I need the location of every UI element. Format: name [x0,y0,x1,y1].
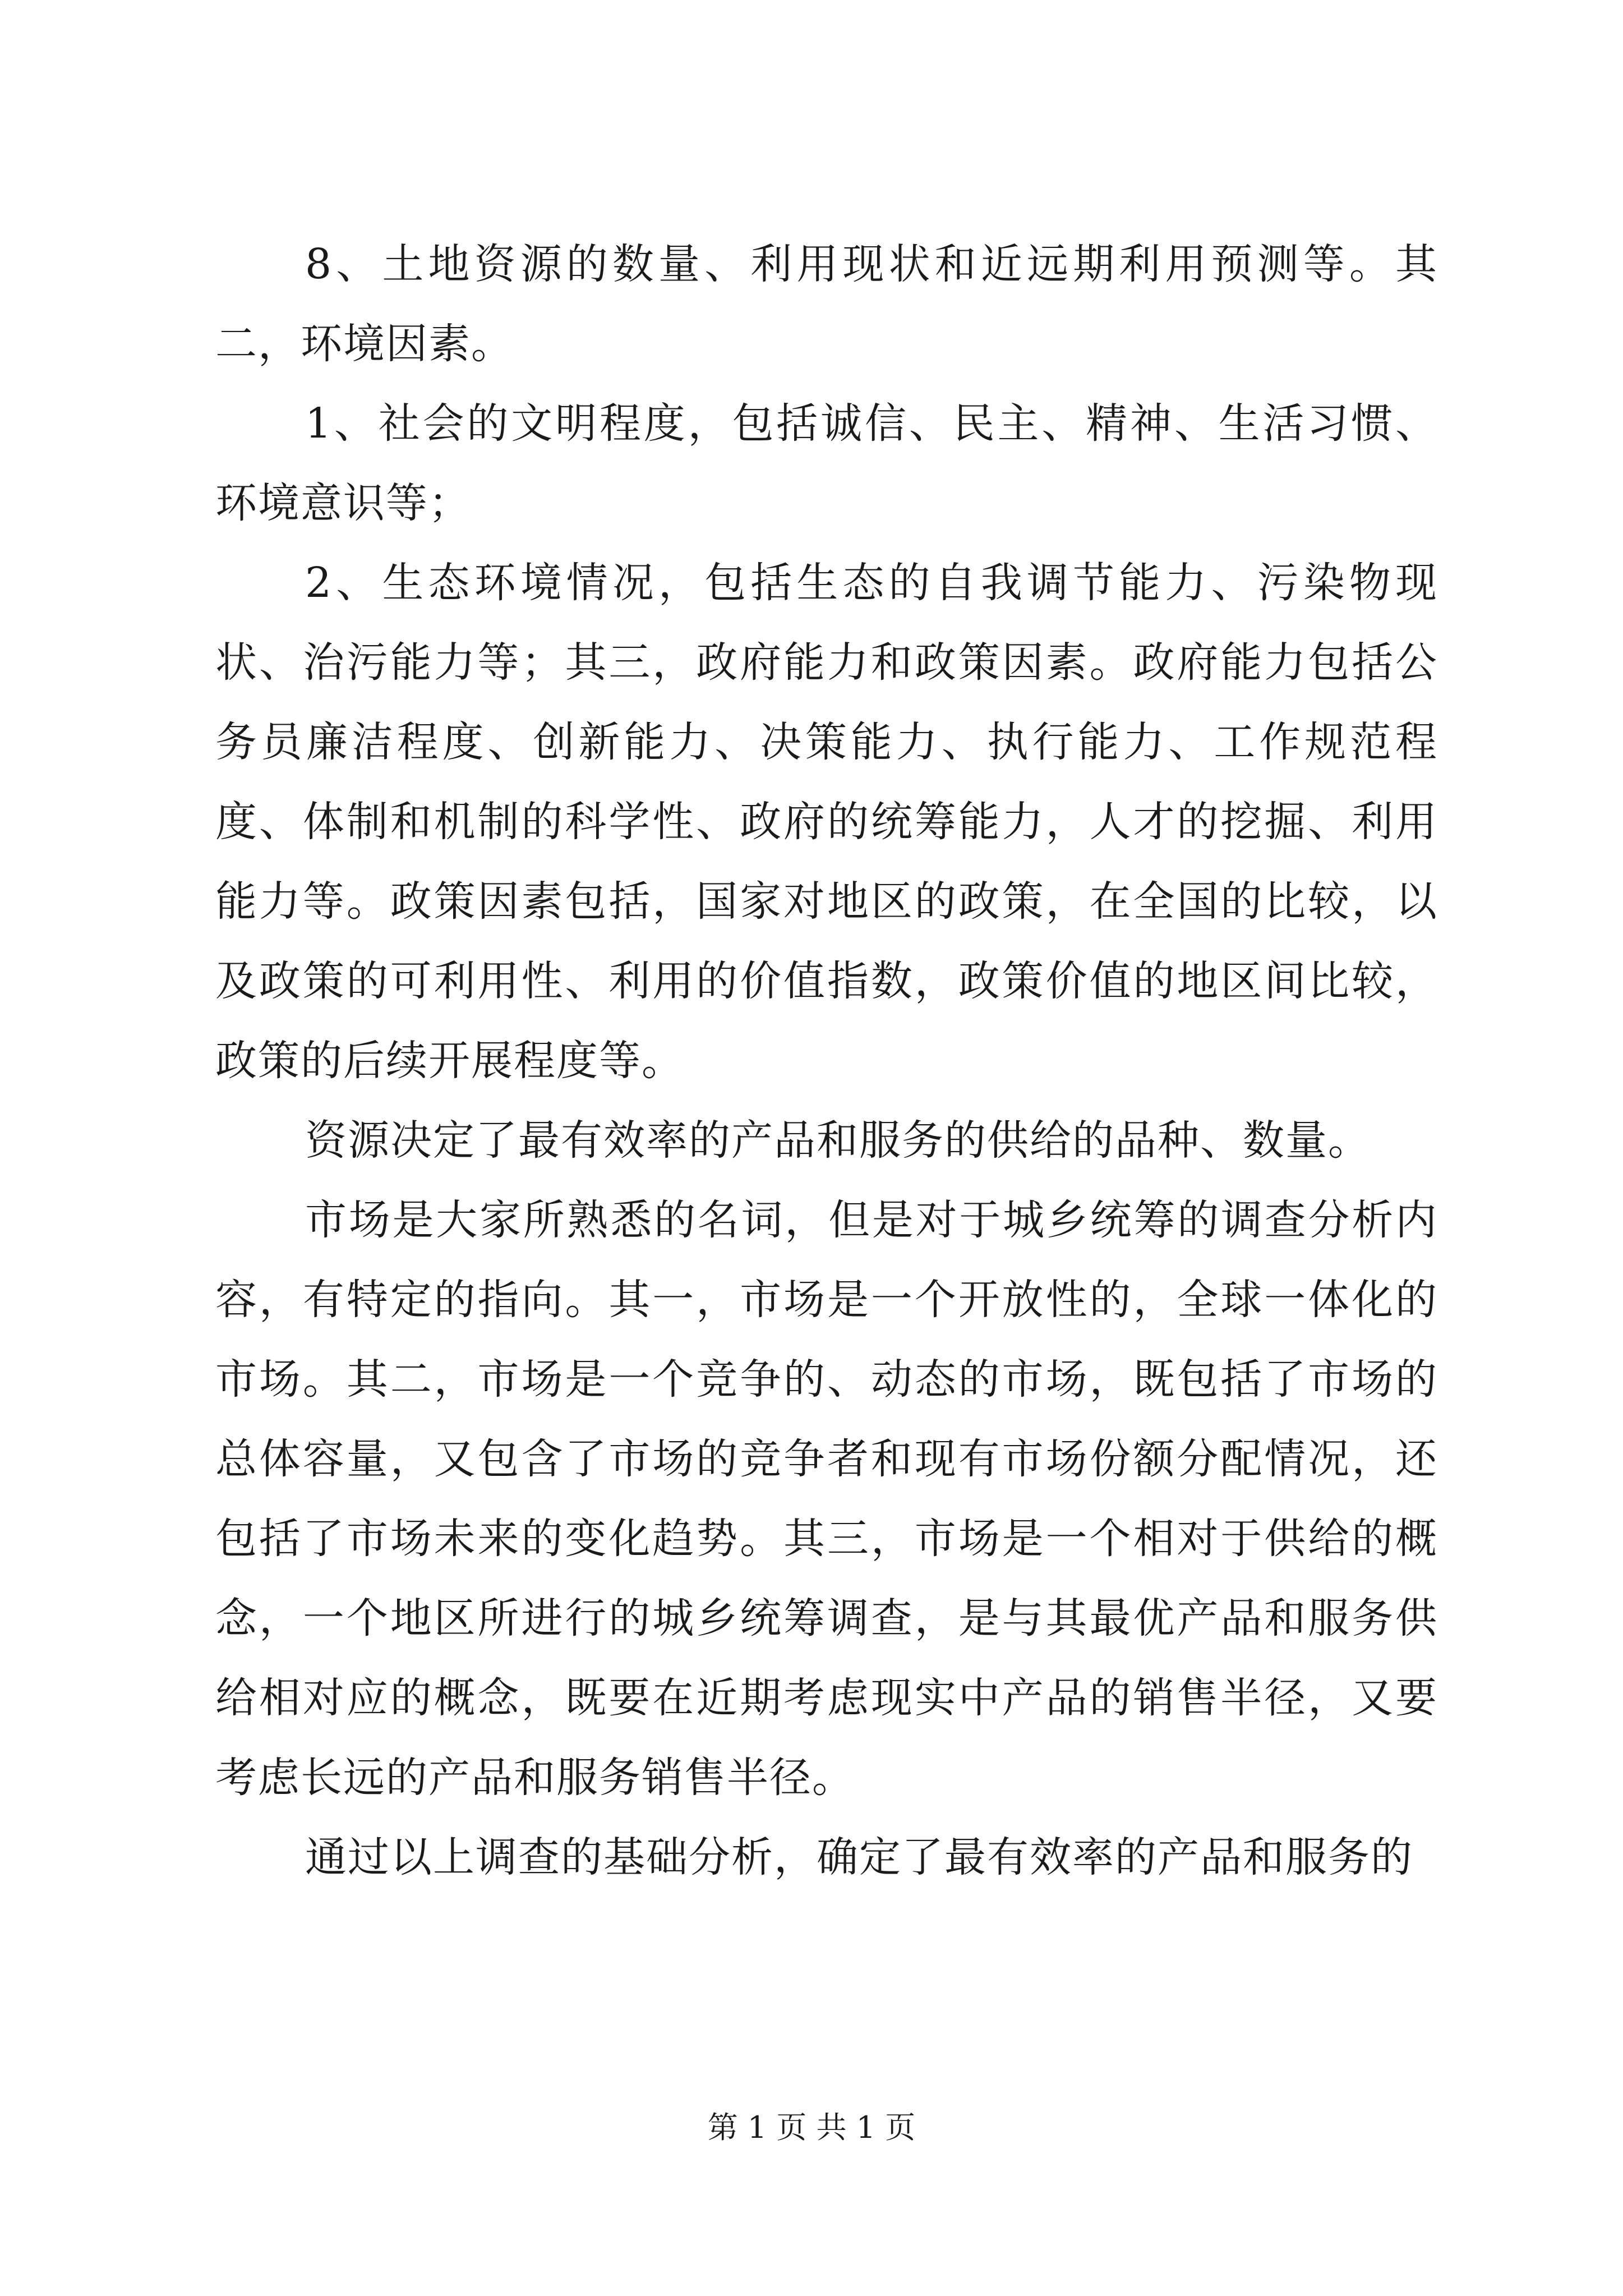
paragraph-land-resources: 8、土地资源的数量、利用现状和近远期利用预测等。其二，环境因素。 [215,240,1438,368]
paragraph-market: 市场是大家所熟悉的名词，但是对于城乡统筹的调查分析内容，有特定的指向。其一，市场是一个开放性的，全球一体化的市场。其二，市场是一个竞争的、动态的市场，既包括了市场的总体容量，又包含了市场的竞争者和现有市场份额分配情况，还包括了市场未来的变化趋势。其三，市场是一个相对于供给的概念，一个地区所进行的城乡统筹调查，是与其最优产品和服务供给相对应的概念，既要在近期考虑现实中产品的销售半径，又要考虑长远的产品和服务销售半径。 [215,1196,1438,1802]
paragraph-ecology-government: 2、生态环境情况，包括生态的自我调节能力、污染物现状、治污能力等；其三，政府能力和政策因素。政府能力包括公务员廉洁程度、创新能力、决策能力、执行能力、工作规范程度、体制和机制的科学性、政府的统筹能力，人才的挖掘、利用能力等。政策因素包括，国家对地区的政策，在全国的比较，以及政策的可利用性、利用的价值指数，政策价值的地区间比较，政策的后续开展程度等。 [215,559,1438,1085]
page-footer: 第 1 页 共 1 页 [707,2110,916,2145]
paragraph-conclusion: 通过以上调查的基础分析，确定了最有效率的产品和服务的 [305,1833,1413,1881]
document-body [215,224,1438,1897]
paragraph-social-civilization: 1、社会的文明程度，包括诚信、民主、精神、生活习惯、环境意识等； [215,399,1438,527]
paragraph-resources-supply: 资源决定了最有效率的产品和服务的供给的品种、数量。 [305,1116,1371,1165]
